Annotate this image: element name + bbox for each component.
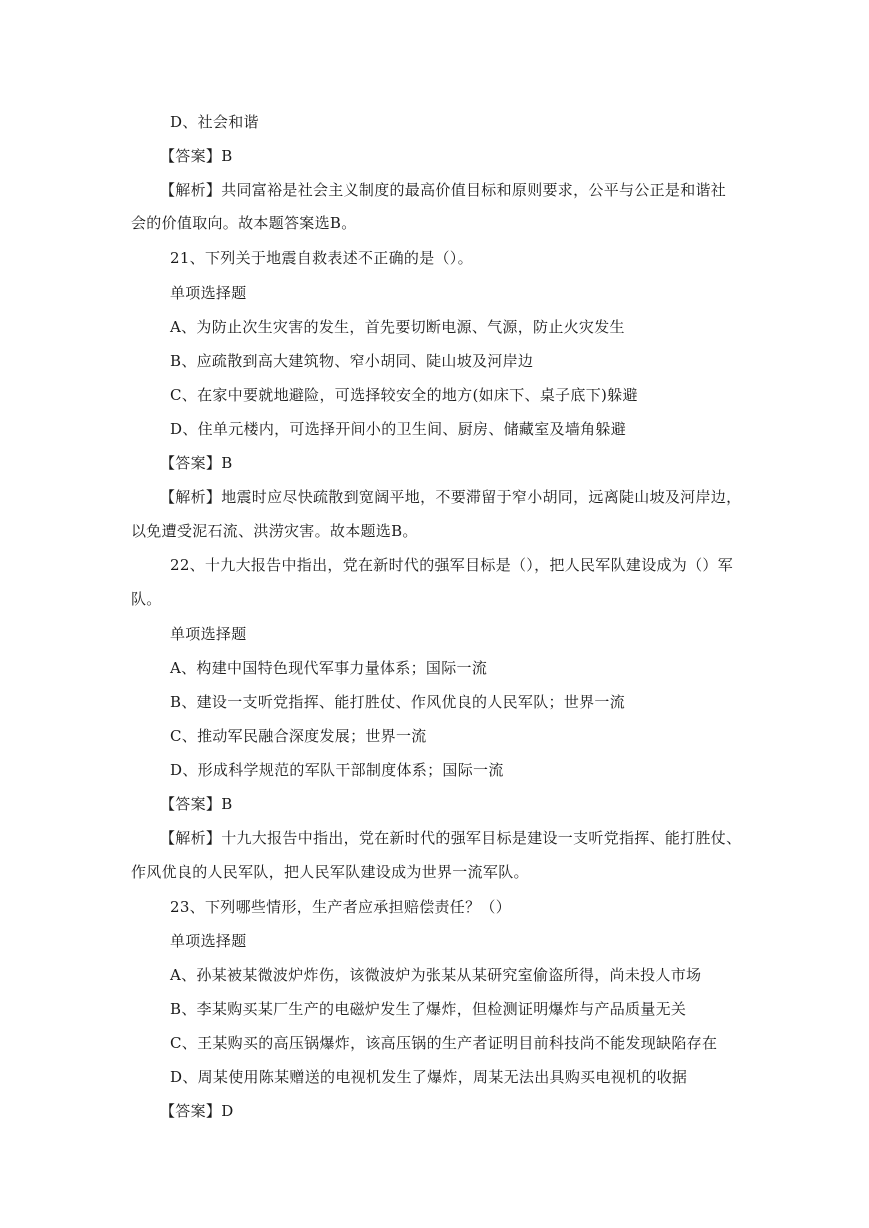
option-c-q23: C、王某购买的高压锅爆炸，该高压锅的生产者证明目前科技尚不能发现缺陷存在 [170,1034,718,1052]
option-d-q20: D、社会和谐 [170,113,259,131]
option-c-q21: C、在家中要就地避险，可选择较安全的地方(如床下、桌子底下)躲避 [170,386,638,404]
question-23: 23、下列哪些情形，生产者应承担赔偿责任？（） [170,898,511,916]
option-d-q23: D、周某使用陈某赠送的电视机发生了爆炸，周某无法出具购买电视机的收据 [170,1068,688,1086]
question-22-line1: 22、十九大报告中指出，党在新时代的强军目标是（），把人民军队建设成为（）军 [170,556,733,574]
answer-q22: 【答案】B [160,795,233,813]
question-22-line2: 队。 [131,590,162,608]
analysis-q20-line1: 【解析】共同富裕是社会主义制度的最高价值目标和原则要求，公平与公正是和谐社 [160,181,727,199]
answer-q21: 【答案】B [160,454,233,472]
answer-q23: 【答案】D [160,1102,234,1120]
option-b-q23: B、李某购买某厂生产的电磁炉发生了爆炸，但检测证明爆炸与产品质量无关 [170,1000,687,1018]
option-a-q21: A、为防止次生灾害的发生，首先要切断电源、气源，防止火灾发生 [170,318,625,336]
question-type-23: 单项选择题 [170,932,247,950]
option-d-q21: D、住单元楼内，可选择开间小的卫生间、厨房、储藏室及墙角躲避 [170,420,627,438]
option-a-q23: A、孙某被某微波炉炸伤，该微波炉为张某从某研究室偷盗所得，尚未投人市场 [170,966,702,984]
option-b-q21: B、应疏散到高大建筑物、窄小胡同、陡山坡及河岸边 [170,352,534,370]
question-type-22: 单项选择题 [170,625,247,643]
question-21: 21、下列关于地震自救表述不正确的是（）。 [170,249,473,267]
option-d-q22: D、形成科学规范的军队干部制度体系；国际一流 [170,761,504,779]
question-type-21: 单项选择题 [170,284,247,302]
option-a-q22: A、构建中国特色现代军事力量体系；国际一流 [170,659,488,677]
analysis-q22-line1: 【解析】十九大报告中指出，党在新时代的强军目标是建设一支听党指挥、能打胜仗、 [160,829,742,847]
analysis-q21-line2: 以免遭受泥石流、洪涝灾害。故本题选B。 [131,522,418,540]
option-c-q22: C、推动军民融合深度发展；世界一流 [170,727,427,745]
answer-q20: 【答案】B [160,147,233,165]
analysis-q20-line2: 会的价值取向。故本题答案选B。 [131,214,357,232]
analysis-q22-line2: 作风优良的人民军队，把人民军队建设成为世界一流军队。 [131,863,529,881]
option-b-q22: B、建设一支听党指挥、能打胜仗、作风优良的人民军队；世界一流 [170,693,626,711]
analysis-q21-line1: 【解析】地震时应尽快疏散到宽阔平地，不要滞留于窄小胡同，远离陡山坡及河岸边， [160,488,742,506]
